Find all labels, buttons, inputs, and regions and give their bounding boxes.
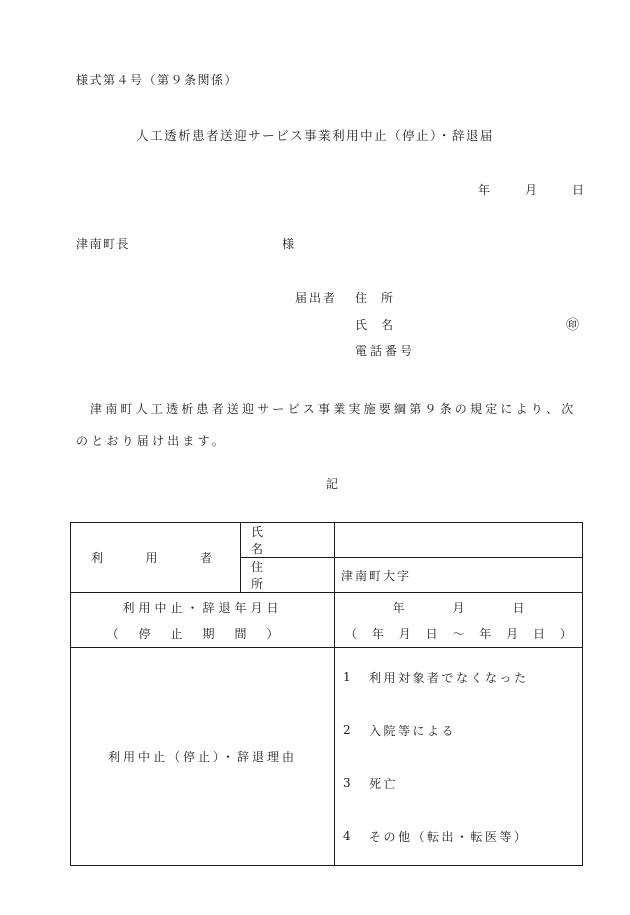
reason-option [335, 651, 582, 704]
period-start-day: 日 [425, 626, 438, 641]
reason-number: 4 [343, 829, 354, 843]
reason-label-cell [71, 648, 335, 866]
stop-date-label: 利用中止・辞退年月日 [122, 600, 283, 615]
body-paragraph: 津南町人工透析患者送迎サービス事業実施要綱第９条の規定により、次のとおり届け出ます。 [76, 402, 577, 448]
reason-text: 死亡 [369, 776, 399, 791]
reason-options-cell [335, 648, 583, 866]
ki-heading: 記 [326, 477, 339, 491]
period-end-year: 年 [479, 626, 492, 641]
name-value-cell [335, 523, 583, 558]
reason-number: 2 [343, 723, 354, 737]
date-year-label: 年 [477, 183, 490, 197]
notifier-name-label: 氏名 [355, 318, 408, 332]
period-tilde: ～ [452, 626, 465, 641]
address-value-cell [335, 558, 583, 593]
reason-option [335, 704, 582, 757]
addressee-mayor: 津南町長 [76, 237, 131, 251]
address-label-cell [241, 558, 335, 593]
stop-date-label-cell [71, 593, 335, 648]
user-label: 利 用 者 [91, 551, 212, 565]
period-start-month: 月 [398, 626, 411, 641]
reason-text: 入院等による [369, 723, 457, 738]
name-label-cell [241, 523, 335, 558]
reason-text: 利用対象者でなくなった [369, 670, 529, 685]
reason-number: 1 [343, 670, 354, 684]
addressee-honorific: 様 [282, 237, 295, 251]
details-table [70, 522, 583, 866]
reason-number: 3 [343, 776, 354, 790]
date-day-label: 日 [571, 183, 584, 197]
submission-date [478, 181, 584, 198]
period-open: （ [345, 626, 358, 641]
stop-date-month: 月 [452, 600, 465, 615]
user-label-cell [71, 523, 241, 593]
period-end-month: 月 [506, 626, 519, 641]
stop-date-day: 日 [512, 600, 525, 615]
stop-date-year: 年 [392, 600, 405, 615]
reason-label: 利用中止（停止）・辞退理由 [107, 750, 297, 764]
date-month-label: 月 [524, 183, 537, 197]
reason-option [335, 757, 582, 810]
table-row-reason [71, 648, 583, 866]
address-value: 津南町大字 [341, 568, 412, 583]
document-title: 人工透析患者送迎サービス事業利用中止（停止）・辞退届 [136, 128, 494, 143]
seal-mark: ㊞ [566, 318, 580, 333]
form-number: 様式第４号（第９条関係） [76, 73, 239, 87]
notifier-label: 届出者 [295, 291, 338, 305]
table-row-user-name [71, 523, 583, 558]
table-row-stop-date [71, 593, 583, 648]
stop-period-label: （停止期間） [106, 626, 299, 641]
name-label: 氏名 [251, 525, 304, 556]
notifier-phone-label: 電話番号 [355, 344, 416, 358]
reason-option [335, 810, 582, 863]
period-start-year: 年 [371, 626, 384, 641]
notifier-address-label: 住所 [355, 291, 408, 305]
address-label: 住所 [251, 560, 304, 591]
period-end-day: 日 [533, 626, 546, 641]
period-close: ） [559, 626, 572, 641]
stop-date-value-cell [335, 593, 583, 648]
reason-text: その他（転出・転医等） [369, 829, 529, 844]
